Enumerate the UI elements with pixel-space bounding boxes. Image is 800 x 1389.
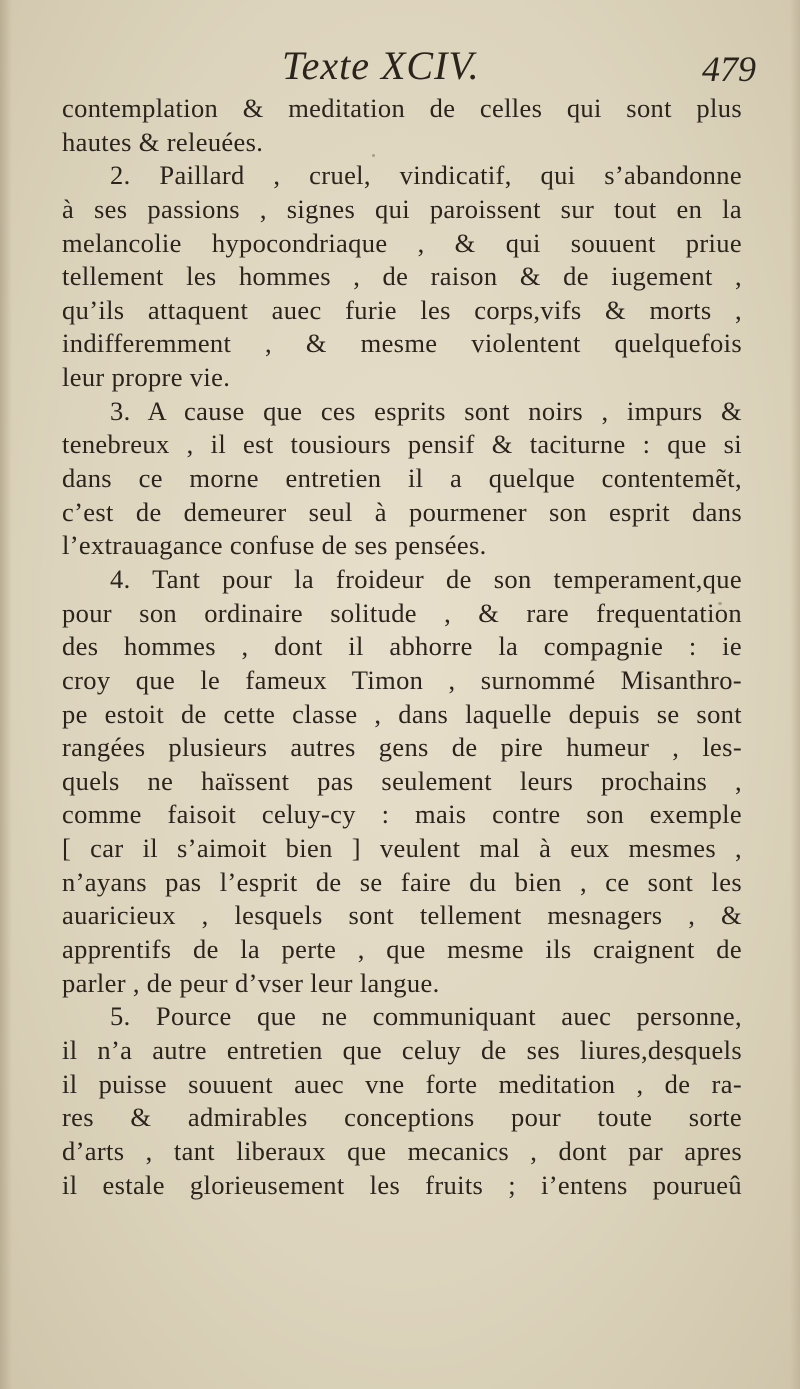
text-line: contemplation & meditation de celles qui sont plus xyxy=(62,93,742,123)
text-line: rangées plusieurs autres gens de pire humeur , les- xyxy=(62,732,742,763)
paper-speck xyxy=(372,154,375,157)
text-line: indifferemment , & mesme violentent quelquefois xyxy=(62,328,742,359)
running-header xyxy=(60,40,756,90)
text-line: res & admirables conceptions pour toute sorte xyxy=(62,1102,742,1133)
body-text xyxy=(62,92,742,1202)
text-line: apprentifs de la perte , que mesme ils craignent de xyxy=(62,934,742,965)
text-line: hautes & releuées. xyxy=(62,126,264,157)
running-header-title: Texte XCIV. xyxy=(282,43,480,88)
text-line: 3. A cause que ces esprits sont noirs , impurs & xyxy=(110,395,742,426)
text-line: 4. Tant pour la froideur de son temperament,que xyxy=(110,563,742,594)
paper-speck xyxy=(480,408,483,412)
text-line: tenebreux , il est tousiours pensif & taciturne : que si xyxy=(62,429,742,460)
text-line: pour son ordinaire solitude , & rare frequentation xyxy=(62,597,742,628)
text-line: à ses passions , signes qui paroissent sur tout en la xyxy=(62,193,742,224)
text-line: quels ne haïssent pas seulement leurs prochains , xyxy=(62,765,742,796)
text-line: des hommes , dont il abhorre la compagnie : ie xyxy=(62,631,742,662)
page-left-edge-shadow xyxy=(0,0,12,1389)
text-line: pe estoit de cette classe , dans laquelle depuis se sont xyxy=(62,698,742,729)
text-line: qu’ils attaquent auec furie les corps,vifs & morts , xyxy=(62,294,742,325)
text-line: comme faisoit celuy-cy : mais contre son exemple xyxy=(62,799,742,830)
text-line: leur propre vie. xyxy=(62,362,231,393)
text-line: [ car il s’aimoit bien ] veulent mal à eux mesmes , xyxy=(62,833,742,864)
page-right-edge-shadow xyxy=(790,0,800,1389)
text-line: l’extrauagance confuse de ses pensées. xyxy=(62,530,487,561)
text-line: 2. Paillard , cruel, vindicatif, qui s’abandonne xyxy=(110,160,742,191)
text-line: n’ayans pas l’esprit de se faire du bien , ce sont les xyxy=(62,866,742,897)
text-line: melancolie hypocondriaque , & qui souuent priue xyxy=(62,227,742,258)
text-line: 5. Pource que ne communiquant auec personne, xyxy=(110,1001,742,1032)
text-line: dans ce morne entretien il a quelque contentemẽt, xyxy=(62,463,742,494)
text-line: il puisse souuent auec vne forte meditation , de ra- xyxy=(62,1068,742,1099)
text-line: il estale glorieusement les fruits ; i’entens pourueû xyxy=(62,1169,742,1200)
text-line: auaricieux , lesquels sont tellement mesnagers , & xyxy=(62,900,742,931)
paper-speck xyxy=(718,602,722,605)
paper-speck xyxy=(676,1058,679,1061)
text-line: d’arts , tant liberaux que mecanics , dont par apres xyxy=(62,1135,742,1166)
text-line: tellement les hommes , de raison & de iugement , xyxy=(62,261,742,292)
text-line: croy que le fameux Timon , surnommé Misanthro- xyxy=(62,664,742,695)
text-line: c’est de demeurer seul à pourmener son esprit dans xyxy=(62,496,742,527)
text-line: il n’a autre entretien que celuy de ses liures,desquels xyxy=(62,1034,742,1065)
text-line: parler , de peur d’vser leur langue. xyxy=(62,967,440,998)
page-number: 479 xyxy=(702,49,756,89)
